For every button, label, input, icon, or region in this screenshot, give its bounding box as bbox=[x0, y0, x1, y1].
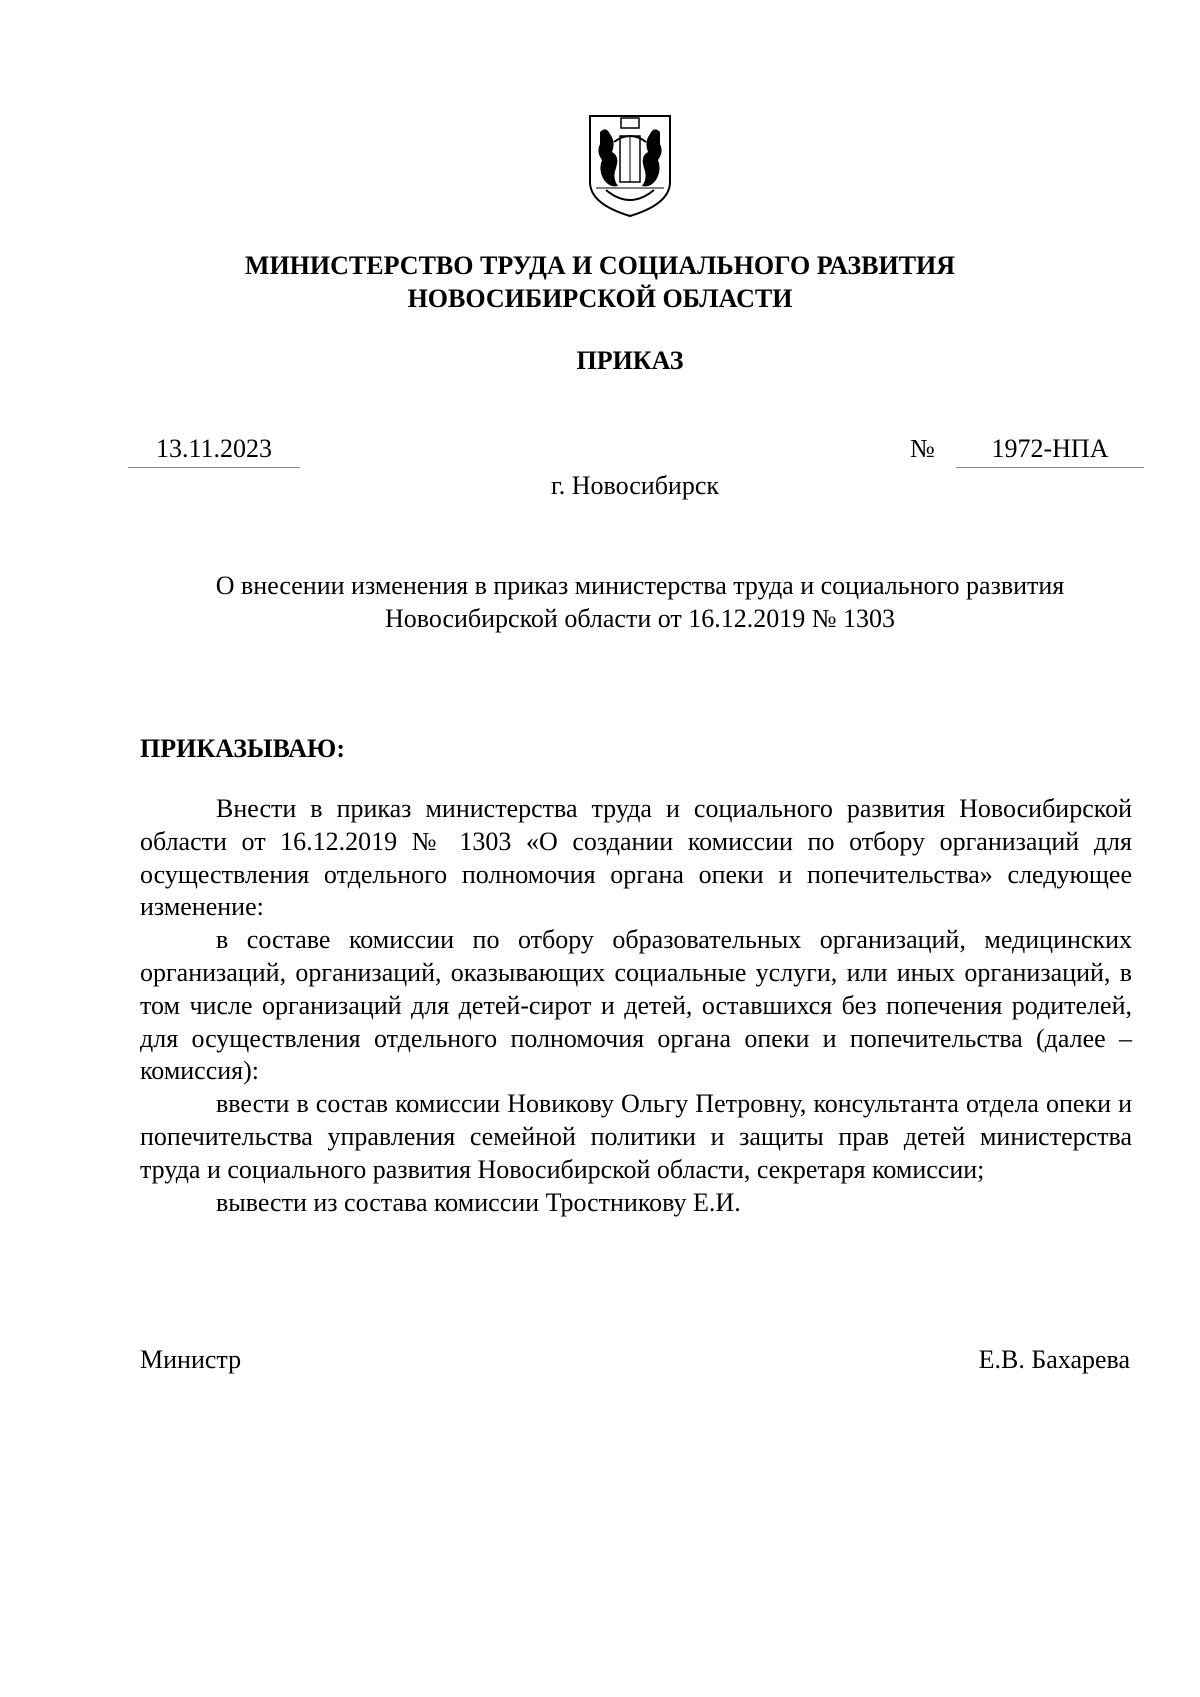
document-date: 13.11.2023 bbox=[128, 434, 300, 468]
document-city: г. Новосибирск bbox=[550, 471, 720, 500]
body-paragraph-2: в составе комиссии по отбору образовательных организаций, медицинских организаций, организаций, оказывающих социальные услуги, или иных организаций, в том числе организаций для детей-сирот и детей, оставшихся без попечения родителей, для осуществления отдельного полномочия органа опеки и попечительства (далее – комиссия): bbox=[140, 925, 1132, 1086]
order-heading: ПРИКАЗЫВАЮ: bbox=[140, 734, 345, 763]
body-paragraph-1: Внести в приказ министерства труда и социального развития Новосибирской области от 16.12.2019 № 1303 «О создании комиссии по отбору организаций для осуществления отдельного полномочия органа опеки и попечительства» следующее изменение: bbox=[140, 794, 1132, 922]
ministry-title-line1: МИНИСТЕРСТВО ТРУДА И СОЦИАЛЬНОГО РАЗВИТИЯ bbox=[244, 251, 956, 280]
signer-name: Е.В. Бахарева bbox=[978, 1345, 1130, 1374]
body-paragraph-3: ввести в состав комиссии Новикову Ольгу Петровну, консультанта отдела опеки и попечительства управления семейной политики и защиты прав детей министерства труда и социального развития Новосибирской области, секретаря комиссии; bbox=[140, 1089, 1132, 1184]
subject-line2: Новосибирской области от 16.12.2019 № 1303 bbox=[384, 604, 896, 633]
document-number: 1972-НПА bbox=[956, 434, 1144, 468]
subject-line1: О внесении изменения в приказ министерства труда и социального развития bbox=[215, 571, 1065, 600]
ministry-title bbox=[0, 249, 1200, 315]
number-sign: № bbox=[910, 434, 935, 463]
ministry-title-line2: НОВОСИБИРСКОЙ ОБЛАСТИ bbox=[407, 284, 793, 313]
signer-role: Министр bbox=[140, 1345, 242, 1374]
document-body bbox=[140, 793, 1132, 1219]
document-type: ПРИКАЗ bbox=[576, 346, 684, 375]
body-paragraph-4: вывести из состава комиссии Тростникову Е.И. bbox=[216, 1187, 741, 1217]
novosibirsk-coat-of-arms-icon bbox=[586, 112, 674, 218]
document-subject bbox=[140, 569, 1140, 635]
